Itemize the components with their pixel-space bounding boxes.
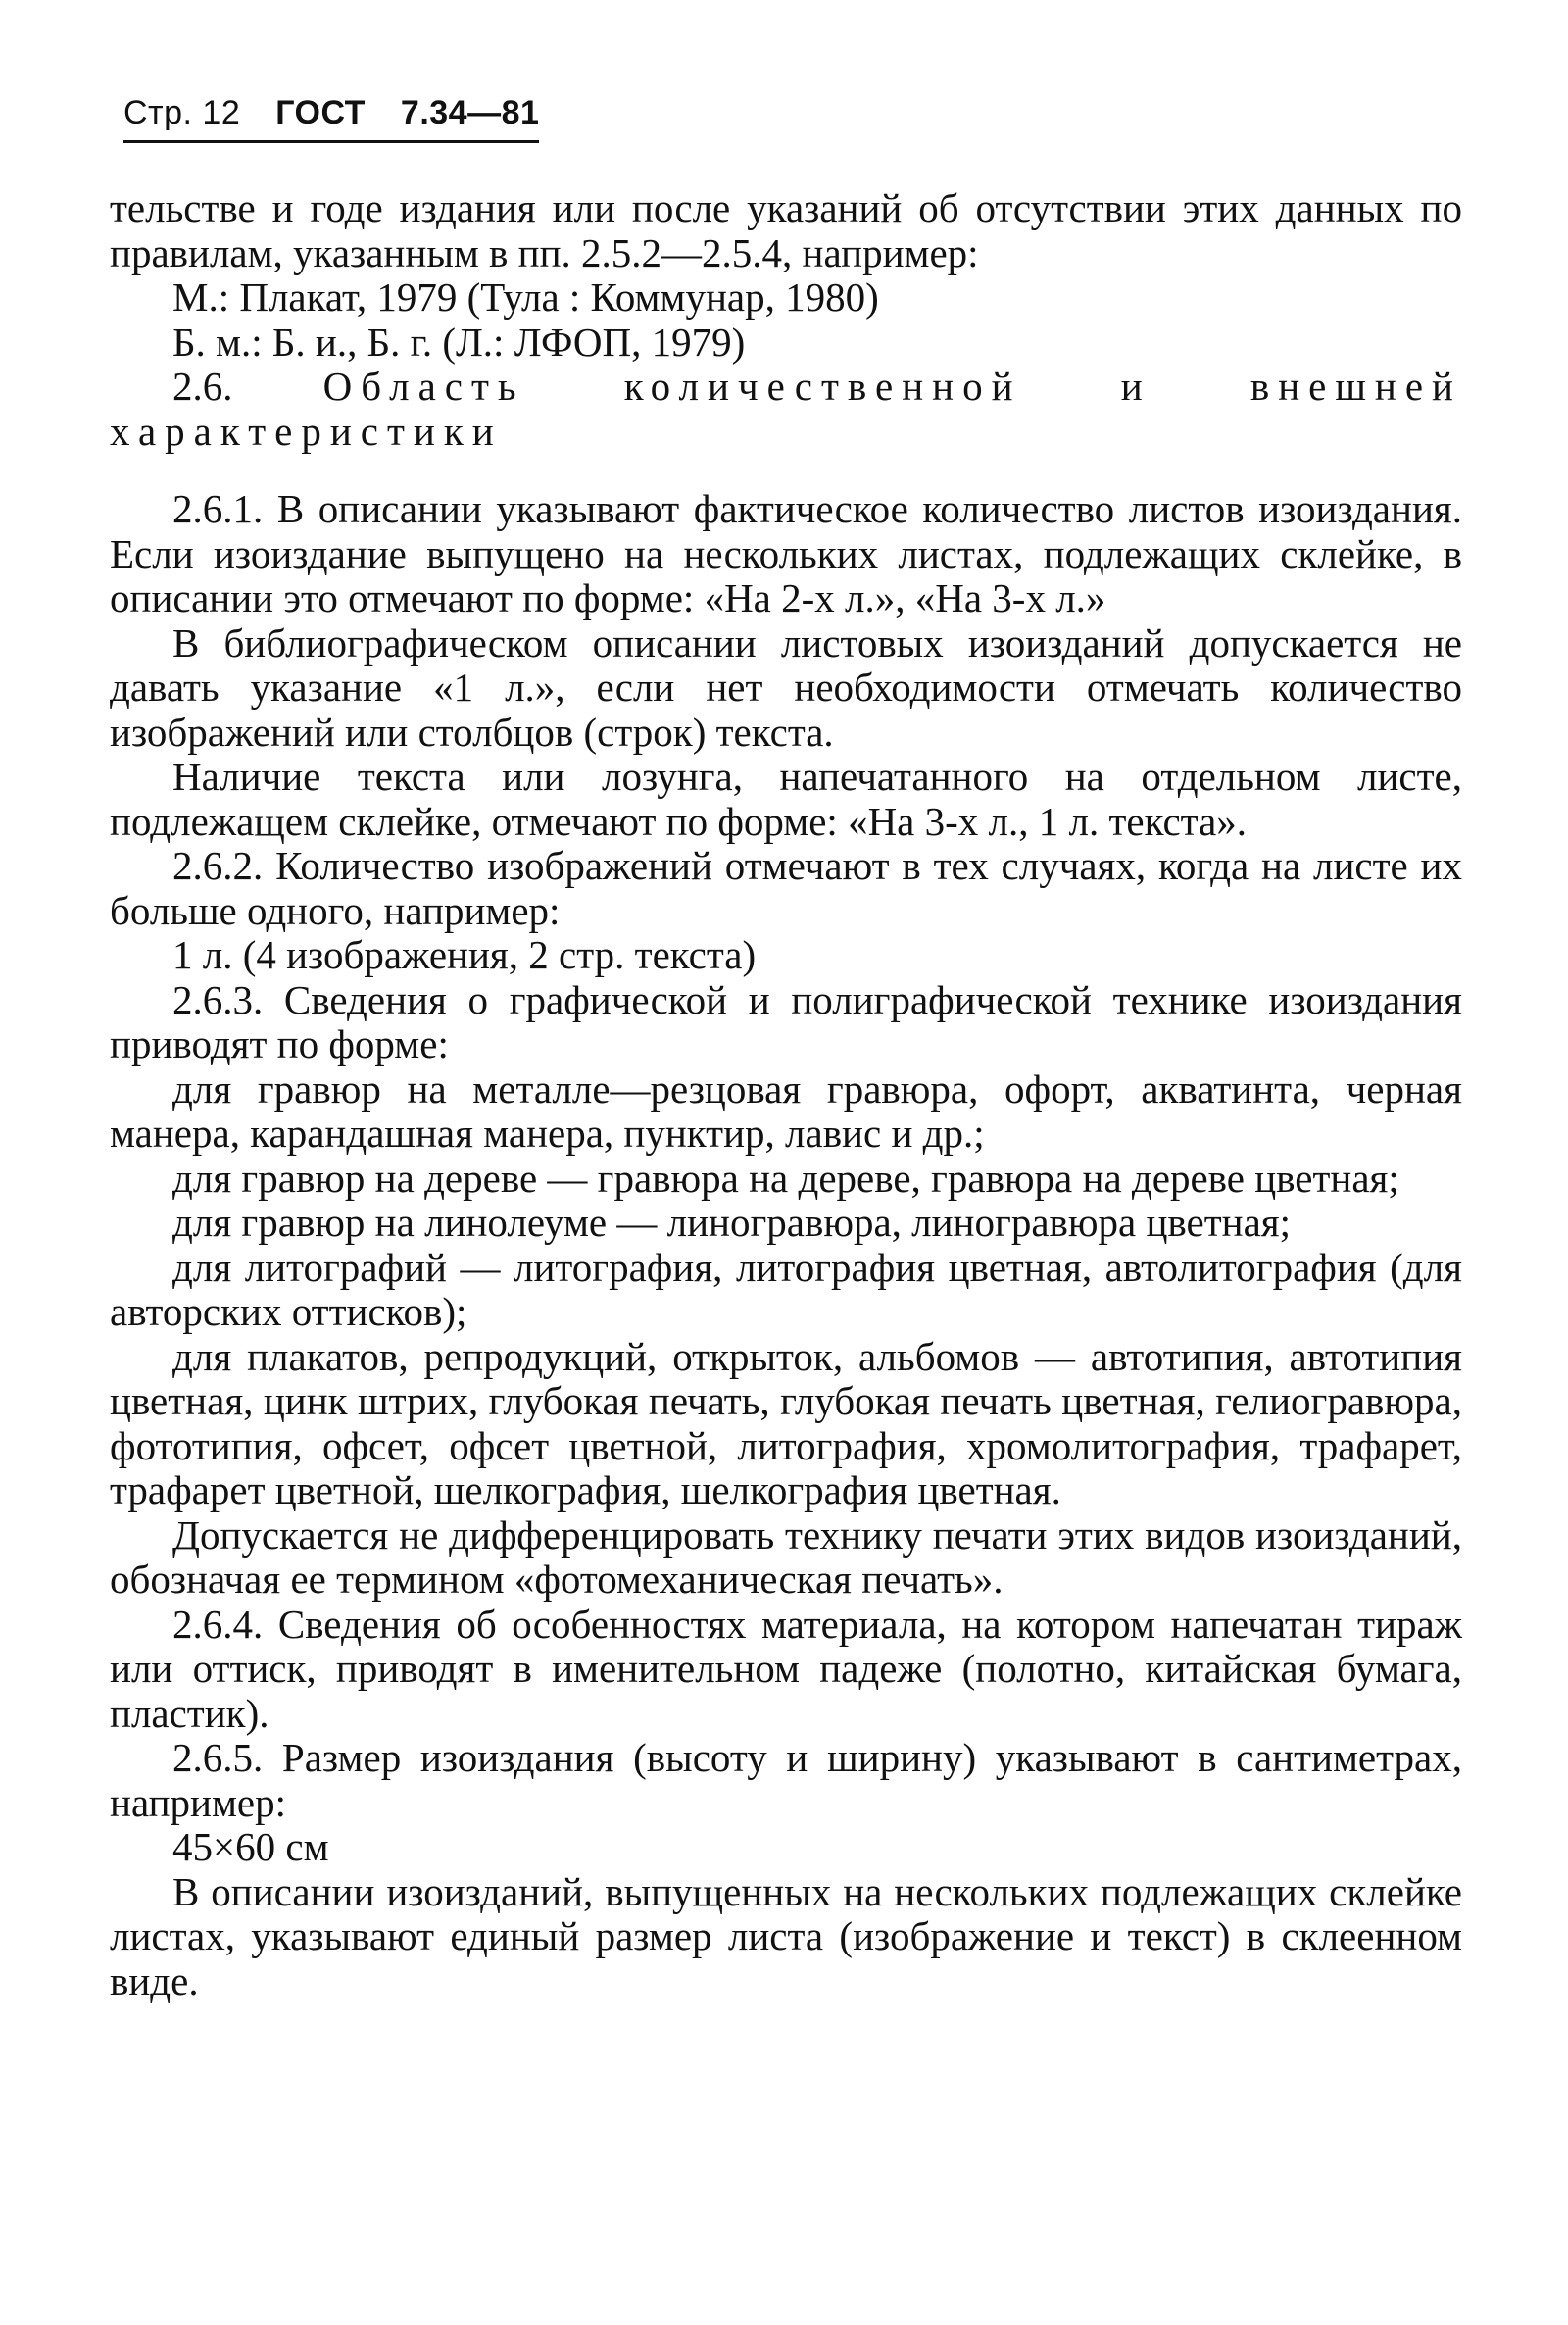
paragraph: для гравюр на линолеуме — линогравюра, линогравюра цветная; <box>172 1200 1292 1245</box>
paragraph: 2.6.3. Сведения о графической и полиграфической технике изоиздания приводят по форме: <box>110 976 1462 1066</box>
paragraph: Наличие текста или лозунга, напечатанного на отдельном листе, подлежащем склейке, отмечают по форме: «На 3-х л., 1 л. текста». <box>110 754 1462 844</box>
section-number: 2.6. <box>172 364 323 409</box>
paragraph: 2.6.5. Размер изоиздания (высоту и ширину) указывают в сантиметрах, например: <box>110 1735 1462 1825</box>
running-header <box>123 94 539 143</box>
example-line: 1 л. (4 изображения, 2 стр. текста) <box>172 932 757 977</box>
example-line: Б. м.: Б. и., Б. г. (Л.: ЛФОП, 1979) <box>172 319 746 365</box>
section-heading <box>110 365 1462 454</box>
paragraph: Допускается не дифференцировать технику печати этих видов изоизданий, обозначая ее термином «фотомеханическая печать». <box>110 1511 1462 1602</box>
page-number: Стр. 12 <box>123 94 241 131</box>
paragraph: для гравюр на металле—резцовая гравюра, офорт, акватинта, черная манера, карандашная манера, пунктир, лавис и др.; <box>110 1065 1462 1156</box>
paragraph: тельстве и годе издания или после указаний об отсутствии этих данных по правилам, указанным в пп. 2.5.2—2.5.4, например: <box>110 185 1462 275</box>
paragraph: В библиографическом описании листовых изоизданий допускается не давать указание «1 л.», если нет необходимости отмечать количество изображений или столбцов (строк) текста. <box>110 619 1462 755</box>
standard-number: 7.34—81 <box>400 94 540 131</box>
paragraph: для плакатов, репродукций, открыток, альбомов — автотипия, автотипия цветная, цинк штрих, глубокая печать, глубокая печать цветная, гелиогравюра, фототипия, офсет, офсет цветной, литография, хромолитография, трафарет, трафарет цветной, шелкография, шелкография цветная. <box>110 1333 1462 1512</box>
paragraph: 2.6.2. Количество изображений отмечают в тех случаях, когда на листе их больше одного, например: <box>110 843 1462 933</box>
paragraph: для гравюр на дереве — гравюра на дереве, гравюра на дереве цветная; <box>172 1155 1399 1201</box>
section-title: Область количественной и внешней характеристики <box>110 364 1462 454</box>
example-line: М.: Плакат, 1979 (Тула : Коммунар, 1980) <box>172 274 879 320</box>
paragraph: 2.6.1. В описании указывают фактическое количество листов изоиздания. Если изоиздание выпущено на нескольких листах, подлежащих склейке, в описании это отмечают по форме: «На 2-х л.», «На 3-х л.» <box>110 486 1462 620</box>
document-body <box>110 186 1462 2003</box>
paragraph: 2.6.4. Сведения об особенностях материала, на котором напечатан тираж или оттиск, приводят в именительном падеже (полотно, китайская бумага, пластик). <box>110 1601 1462 1736</box>
standard-label: ГОСТ <box>275 94 366 131</box>
paragraph: В описании изоизданий, выпущенных на нескольких подлежащих склейке листах, указывают единый размер листа (изображение и текст) в склеенном виде. <box>110 1868 1462 2003</box>
example-line: 45×60 см <box>172 1824 329 1869</box>
paragraph: для литографий — литография, литография цветная, автолитография (для авторских оттисков); <box>110 1244 1462 1334</box>
